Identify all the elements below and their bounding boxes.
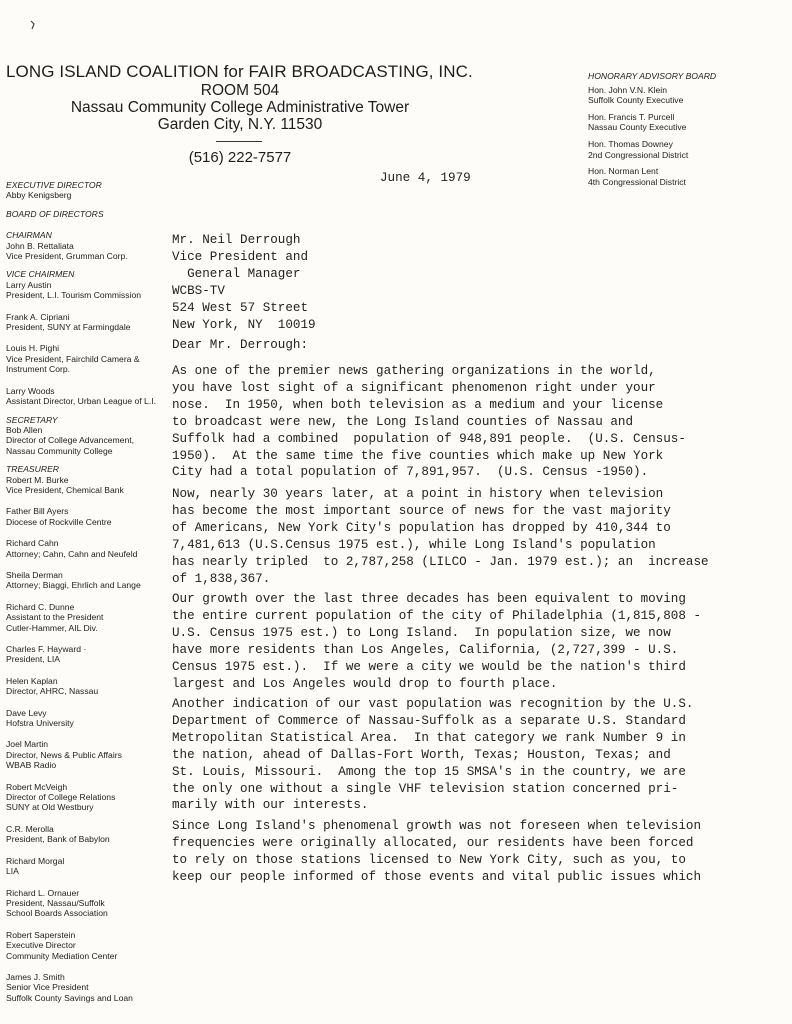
secretary-role: Director of College Advancement, bbox=[6, 435, 135, 446]
board-member-role: WBAB Radio bbox=[6, 760, 57, 771]
chairman-role: Vice President, Grumman Corp. bbox=[6, 251, 128, 262]
board-member-role: Executive Director bbox=[6, 940, 76, 951]
room-number: ROOM 504 bbox=[200, 82, 280, 99]
vice-chairman-role: Assistant Director, Urban League of L.I. bbox=[6, 396, 156, 407]
member-role: 4th Congressional District bbox=[588, 176, 686, 187]
board-member-role: Assistant to the President bbox=[6, 612, 104, 623]
vice-chairman-role: Instrument Corp. bbox=[6, 364, 70, 375]
phone-number: (516) 222-7577 bbox=[188, 149, 292, 166]
address-line: General Manager bbox=[172, 267, 301, 281]
executive-director-name: Abby Kenigsberg bbox=[6, 190, 72, 201]
letter-date: June 4, 1979 bbox=[380, 171, 471, 185]
vice-chairman-role: President, L.I. Tourism Commission bbox=[6, 290, 141, 301]
scan-mark-icon bbox=[30, 20, 36, 30]
member-name: Hon. Norman Lent bbox=[588, 166, 659, 177]
board-member-name: C.R. Merolla bbox=[6, 823, 54, 834]
city-address: Garden City, N.Y. 11530 bbox=[157, 116, 323, 133]
board-sidebar bbox=[6, 180, 174, 1003]
honorary-board-title: HONORARY ADVISORY BOARD bbox=[588, 71, 717, 81]
member-name: Hon. John V.N. Klein bbox=[588, 84, 667, 95]
vice-chairman-name: Louis H. Pighi bbox=[6, 343, 60, 354]
board-member-role: Director, News & Public Affairs bbox=[6, 749, 122, 760]
board-member-name: Richard Morgal bbox=[6, 855, 65, 866]
treasurer-name: Robert M. Burke bbox=[6, 474, 69, 485]
board-member-name: Sheila Derman bbox=[6, 569, 63, 580]
letterhead-divider bbox=[216, 141, 262, 142]
board-member-name: Robert Saperstein bbox=[6, 929, 76, 940]
board-member-role: President, Bank of Babylon bbox=[6, 834, 110, 845]
board-member-role: Diocese of Rockville Centre bbox=[6, 516, 112, 527]
board-member-name: Robert McVeigh bbox=[6, 781, 68, 792]
honorary-member bbox=[588, 139, 788, 160]
honorary-advisory-board bbox=[588, 71, 788, 193]
vice-chairmen-title: VICE CHAIRMEN bbox=[6, 269, 75, 280]
honorary-member bbox=[588, 166, 788, 187]
address-line: Mr. Neil Derrough bbox=[172, 233, 301, 247]
recipient-address bbox=[172, 232, 316, 334]
honorary-member bbox=[588, 85, 788, 106]
letter-paragraph: Our growth over the last three decades has been equivalent to moving the entire current population of the city of Philadelphia (1,815,808 - U.S. Census 1975 est.) to Long Island. In population size, we now have more residents than Los Angeles, California, (2,727,399 - U.S. Census 1975 est.). If we were a city we would be the nation's third largest and Los Angeles would drop to fourth place. bbox=[172, 592, 702, 691]
letter-paragraph: Another indication of our vast population was recognition by the U.S. Department of Commerce of Nassau-Suffolk as a separate U.S. Standard Metropolitan Statistical Area. In that category we rank Number 9 in the nation, ahead of Dallas-Fort Worth, Texas; Houston, Texas; and St. Louis, Missouri. Among the top 15 SMSA's in the country, we are the only one without a single VHF television station concerned pri- marily with our interests. bbox=[172, 697, 694, 813]
board-member-name: Richard C. Dunne bbox=[6, 601, 75, 612]
board-member-role: SUNY at Old Westbury bbox=[6, 802, 94, 813]
board-member-name: Helen Kaplan bbox=[6, 675, 58, 686]
secretary-name: Bob Allen bbox=[6, 424, 43, 435]
board-member-role: President, LIA bbox=[6, 654, 60, 665]
letter-paragraph: Now, nearly 30 years later, at a point in history when television has become the most important source of news for the vast majority of Americans, New York City's population has dropped by 410,344 to 7,481,613 (U.S.Census 1975 est.), while Long Island's population has nearly tripled to 2,787,258 (LILCO - Jan. 1979 est.); an increase of 1,838,367. bbox=[172, 487, 709, 586]
board-member-name: James J. Smith bbox=[6, 971, 65, 982]
address-line: Vice President and bbox=[172, 250, 309, 264]
board-member-role: School Boards Association bbox=[6, 908, 108, 919]
board-member-role: Director of College Relations bbox=[6, 792, 116, 803]
executive-director-title: EXECUTIVE DIRECTOR bbox=[6, 180, 102, 190]
vice-chairman-name: Larry Woods bbox=[6, 385, 55, 396]
letter-paragraph: As one of the premier news gathering organizations in the world, you have lost sight of a significant phenomenon right under your nose. In 1950, when both television as a medium and your license to broadcast were new, the Long Island counties of Nassau and Suffolk had a combined population of 948,891 people. (U.S. Census- 1950). At the same time the five counties which make up New York City had a total population of 7,891,957. (U.S. Census -1950). bbox=[172, 364, 686, 480]
board-member-name: Richard L. Ornauer bbox=[6, 887, 80, 898]
board-member-role: President, Nassau/Suffolk bbox=[6, 897, 105, 908]
org-name: LONG ISLAND COALITION for FAIR BROADCASTING, INC. bbox=[6, 62, 473, 81]
board-member-role: Director, AHRC, Nassau bbox=[6, 686, 99, 697]
vice-chairman-name: Frank A. Cipriani bbox=[6, 311, 70, 322]
address-line: WCBS-TV bbox=[172, 284, 225, 298]
board-title: BOARD OF DIRECTORS bbox=[6, 208, 104, 219]
honorary-member bbox=[588, 112, 788, 133]
chairman-title: CHAIRMAN bbox=[6, 230, 52, 241]
secretary-title: SECRETARY bbox=[6, 414, 58, 425]
salutation: Dear Mr. Derrough: bbox=[172, 338, 309, 352]
board-member-name: Richard Cahn bbox=[6, 538, 59, 549]
vice-chairman-role: Vice President, Fairchild Camera & bbox=[6, 353, 140, 364]
board-member-role: Attorney; Biaggi, Ehrlich and Lange bbox=[6, 580, 141, 591]
member-role: Nassau County Executive bbox=[588, 122, 687, 133]
building-name: Nassau Community College Administrative Tower bbox=[70, 99, 410, 116]
board-member-name: Charles F. Hayward · bbox=[6, 644, 87, 654]
board-member-role: Cutler-Hammer, AIL Div. bbox=[6, 622, 98, 633]
treasurer-title: TREASURER bbox=[6, 464, 60, 475]
member-role: Suffolk County Executive bbox=[588, 95, 684, 106]
secretary-role: Nassau Community College bbox=[6, 445, 113, 456]
address-line: 524 West 57 Street bbox=[172, 301, 309, 315]
board-member-role: Community Mediation Center bbox=[6, 950, 118, 961]
member-name: Hon. Francis T. Purcell bbox=[588, 111, 675, 122]
board-member-role: Suffolk County Savings and Loan bbox=[6, 992, 133, 1003]
board-member-role: Hofstra University bbox=[6, 718, 74, 729]
board-member-role: LIA bbox=[6, 866, 19, 877]
board-member-role: Senior Vice President bbox=[6, 982, 89, 993]
board-member-role: Attorney; Cahn, Cahn and Neufeld bbox=[6, 548, 138, 559]
member-name: Hon. Thomas Downey bbox=[588, 138, 673, 149]
vice-chairman-role: President, SUNY at Farmingdale bbox=[6, 322, 131, 333]
treasurer-role: Vice President, Chemical Bank bbox=[6, 484, 124, 495]
board-member-name: Dave Levy bbox=[6, 707, 47, 718]
board-member-name: Joel Martin bbox=[6, 739, 49, 750]
board-member-name: Father Bill Ayers bbox=[6, 506, 69, 517]
letter-paragraph: Since Long Island's phenomenal growth was not foreseen when television frequencies were originally allocated, our residents have been forced to rely on those stations licensed to New York City, such as you, to keep our people informed of those events and vital public issues which bbox=[172, 819, 702, 884]
address-line: New York, NY 10019 bbox=[172, 318, 316, 332]
member-role: 2nd Congressional District bbox=[588, 149, 689, 160]
chairman-name: John B. Rettaliata bbox=[6, 240, 74, 251]
vice-chairman-name: Larry Austin bbox=[6, 279, 52, 290]
